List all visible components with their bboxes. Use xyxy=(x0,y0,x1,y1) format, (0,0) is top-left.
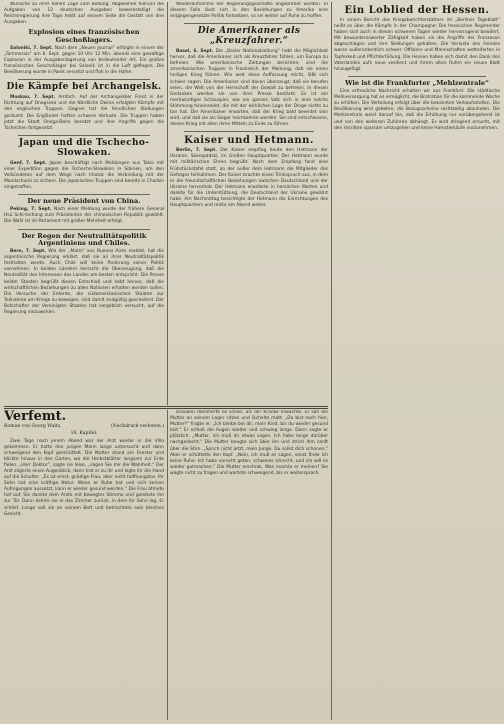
article-dateline: Bern, 7. Sept. xyxy=(10,249,46,255)
article-body xyxy=(4,249,164,316)
divider xyxy=(18,229,150,230)
article-text: Amtlich. Auf der Archangelsker Front in der Richtung auf Onegssee und die Nördliche Dwina erfolgten Kämpfe mit den englischen Truppen. Gegner hat die feindlichen Stellungen geräumt. Die Engländer hatten schwere Verluste. Die Truppen haben jetzt die Stadt Onega-Bahn besetzt und ihre Angriffe gegen die Tschechen fortgesetzt. xyxy=(4,95,164,131)
column-right xyxy=(334,2,500,720)
article-body xyxy=(170,148,328,209)
article-dateline: Moskau, 7. Sept. xyxy=(10,95,56,101)
chapter-heading: 18. Kapitel. xyxy=(70,431,98,436)
feuilleton-column-left xyxy=(4,410,164,518)
article-dateline: Berlin, 7. Sept. xyxy=(176,148,217,154)
article-dateline: Genf, 7. Sept. xyxy=(10,160,47,166)
feuilleton-text: Zwei Tage nach jenem Abend war der Arzt wieder in die Villa gekommen. Er hatte den jungen Mann lange untersucht und dann schweigend den Kopf geschüttelt. Die Mutter stand am Fenster und blickte hinaus in den Garten, wo die Herbstblätter langsam zur Erde fielen. „Herr Doktor“, sagte sie leise, „sagen Sie mir die Wahrheit.“ Der Arzt zögerte einen Augenblick, dann trat er zu ihr und legte ihr die Hand auf die Schulter. „Es ist ernst, gnädige Frau, aber nicht hoffnungslos. Ihr Sohn hat eine kräftige Natur. Wenn er Ruhe hat und sich keinen Aufregungen aussetzt, kann er wieder gesund werden.“ Die Frau atmete tief auf. Sie dankte dem Arzte mit bewegter Stimme und geleitete ihn zur Tür. Dann kehrte sie in das Zimmer zurück, in dem ihr Sohn lag. Er schlief. Lange saß sie an seinem Bett und betrachtete sein bleiches Gesicht. xyxy=(4,438,164,517)
article-title: Der neue Präsident von China. xyxy=(27,197,141,206)
article-dateline: Basel, 6. Sept. xyxy=(176,49,214,55)
article-title: Die Amerikaner als „Kreuzfahrer.“ xyxy=(197,26,301,47)
article-text: Die „Basler Nationalzeitung“ hebt die Möglichkeit hervor, daß die Amerikaner sich als Kreuzfahrer fühlen, um Europa zu befreien. Wie amerikanische Zeitungen berichten, sind die amerikanischen Truppen in Frankreich der Meinung, daß sie einen heiligen Krieg führen. Wie weit diese Auffassung reicht, läßt sich schwer sagen. Die Amerikaner sind davon überzeugt, daß sie berufen seien, die Welt von der Herrschaft der Gewalt zu befreien. In diesen Gedanken werden sie von ihrer Presse bestärkt. Es ist ein merkwürdiges Schauspiel, wie ein ganzes Volk sich in eine solche Stimmung hineinredet, die mit der wirklichen Lage der Dinge nichts zu tun hat. Die Amerikaner erwarten, daß der Krieg bald beendet sein wird, und daß sie als Sieger heimkehren werden. Sie sind entschlossen, diesen Krieg mit allen ihren Mitteln zu Ende zu führen. xyxy=(170,49,328,128)
divider xyxy=(18,194,150,195)
article-body: In einem Bericht des Kriegsberichterstatters im „Berliner Tageblatt“ heißt es über die Kämpfe in der Champagne: Die hessischen Regimenter haben sich auch in diesen schweren Tagen wieder hervorragend bewährt. Mit bewundernswerter Zähigkeit haben sie die Angriffe der Franzosen abgeschlagen und ihre Stellungen gehalten. Die Verluste des Feindes waren außerordentlich schwer. Offiziere und Mannschaften wetteiferten in Tapferkeit und Pflichterfüllung. Die Hessen haben sich damit den Dank des Vaterlandes aufs neue verdient und ihrem alten Ruhm ein neues Blatt hinzugefügt. xyxy=(334,18,500,72)
divider xyxy=(184,23,314,24)
article-body xyxy=(4,46,164,76)
divider xyxy=(18,135,150,136)
article-dateline: Peking, 7. Sept. xyxy=(10,207,52,213)
article-body xyxy=(4,95,164,132)
article-text: Japan beschäftigt nach Meldungen aus Tokio mit einer Expedition gegen die Tschecho-Slowaken in Sibirien, um den Verbündeten auf dem Wege nach Irkutsk die Verbindung mit der Mandschurei zu sichern. Die japanischen Truppen sind bereits in Charbin eingetroffen. xyxy=(4,160,164,190)
article-text: Wie der „Matin“ aus Buenos Aires meldet, hat die argentinische Regierung erklärt, daß sie an ihrer Neutralitätspolitik festhalten werde. Auch Chile will keine Änderung seiner Politik vornehmen. In beiden Ländern herrscht die Überzeugung, daß die Neutralität den Interessen des Landes am besten entspricht. Die Presse beider Staaten begrüßt diesen Entschluß und hebt hervor, daß die wirtschaftlichen Beziehungen zu allen Nationen erhalten werden sollen. Die Versuche der Entente, die südamerikanischen Staaten zur Teilnahme am Kriege zu bewegen, sind damit endgültig gescheitert. Der Botschafter der Vereinigten Staaten hat vergeblich versucht, auf die Regierung einzuwirken. xyxy=(4,249,164,316)
column-rule xyxy=(331,2,332,720)
lead-paragraph: Wiederaufnahme der Regierungsgeschäfte angeordnet worden. In diesem Falle lässt sich in den Beziehungen zu Amerika eine entgegengesetzte Politik fortsetzen, so sei weiter auf Ruhe zu hoffen. xyxy=(170,2,328,20)
feuilleton-rule xyxy=(4,406,328,407)
article-title: Japan und die Tschecho-Slowaken. xyxy=(18,137,150,158)
column-rule xyxy=(167,2,168,405)
article-title: Ein Loblied der Hessen. xyxy=(344,5,490,16)
article-text: Der Kaiser empfing heute den Hetmann der Ukraine, Skoropadski, im Großen Hauptquartier. Der Hetmann wurde mit militärischen Ehren begrüßt. Nach dem Empfang fand eine Frühstückstafel statt, an der außer dem Hetmann die Mitglieder des Gefolges teilnahmen. Der Kaiser brachte einen Trinkspruch aus, in dem er die freundschaftlichen Beziehungen zwischen Deutschland und der Ukraine hervorhob. Der Hetmann erwiderte in herzlichen Worten und dankte für die Unterstützung, die Deutschland der Ukraine gewährt habe. Am Nachmittag besichtigte der Hetmann die Einrichtungen des Hauptquartiers und reiste am Abend weiter. xyxy=(170,148,328,209)
divider xyxy=(184,131,314,132)
feuilleton-title: Verfemt. xyxy=(4,410,67,424)
article-title: Wie ist die Frankfurter „Mehlzentrale“ xyxy=(345,78,489,87)
feuilleton-column-right xyxy=(170,410,328,477)
article-body: Eine erfreuliche Nachricht erhalten wir aus Frankfurt. Die städtische Mehlversorgung hat es ermöglicht, die Brotration für die kommende Woche zu erhöhen. Die Verteilung erfolgt über die bekannten Verkaufsstellen. Die Bevölkerung wird gebeten, die Bezugsscheine rechtzeitig abzuholen. Die Mehlzentrale weist darauf hin, daß die Erhöhung nur vorübergehend ist und von den weiteren Zufuhren abhängt. Es wird dringend ersucht, mit den Vorräten sparsam umzugehen und keine Hamsterkäufe vorzunehmen. xyxy=(334,89,500,131)
divider xyxy=(348,76,486,77)
feuilleton-author: Roman von Georg Waltz. xyxy=(4,424,62,429)
article-title: Kaiser und Hetmann. xyxy=(184,135,314,147)
article-body xyxy=(170,49,328,128)
article-dateline: Saloniki, 7. Sept. xyxy=(10,45,53,51)
feuilleton-text: Draußen dämmerte es schon, als der Kranke erwachte. Er sah die Mutter an seinem Lager sitzen und lächelte matt. „Du bist noch hier, Mutter?“ fragte er. „Ich bleibe bei dir, mein Kind, bis du wieder gesund bist.“ Er schloß die Augen wieder und schwieg lange. Dann sagte er plötzlich: „Mutter, ich muß dir etwas sagen. Ich habe lange darüber nachgedacht.“ Die Mutter beugte sich über ihn und strich ihm sanft über die Stirn. „Sprich nicht jetzt, mein Junge. Du sollst dich schonen.“ Aber er schüttelte den Kopf. „Nein, ich muß es sagen, sonst finde ich keine Ruhe. Ich habe unrecht getan, schweres Unrecht, und ich will es wieder gutmachen.“ Die Mutter erschrak. Was mochte er meinen? Sie wagte nicht zu fragen und wartete schweigend, bis er weitersprach. xyxy=(170,410,328,476)
feuilleton-notice: (Nachdruck verboten.) xyxy=(111,424,164,429)
column-middle xyxy=(170,2,328,405)
feuilleton-rule xyxy=(4,408,328,409)
column-left xyxy=(4,2,164,405)
article-title: Explosion eines französischen Geschoßlagers. xyxy=(28,28,140,44)
article-body xyxy=(4,161,164,191)
feuilleton-byline xyxy=(4,424,164,429)
feuilleton-section xyxy=(4,410,328,720)
article-text: Nach einer Meldung wurde der frühere General Hsü Schi-tschang zum Präsidenten der chinesischen Republik gewählt. Die Wahl ist im Parlament mit großer Mehrheit erfolgt. xyxy=(4,207,164,225)
article-body xyxy=(4,207,164,225)
column-rule xyxy=(167,410,168,720)
article-title: Die Kämpfe bei Archangelsk. xyxy=(6,82,162,93)
divider xyxy=(18,79,150,80)
lead-paragraph: Wünsche zu ihrer hohen Lage zum Bildung. Abgesehen hiervon die Aufgaben von 12 deutschen Ausgaben bewerkstelligt die Reichsregierung ihre Tage heißt auf seinem Seite die Gestalt von drei Ausgaben. xyxy=(4,2,164,26)
article-title: Der Regen der Neutralitätspolitik Argentiniens und Chiles. xyxy=(21,231,147,247)
article-text: Nach dem „Neuen Journal“ erfolgte in einem der „Tommerais“ am 6. Sept. gegen 10 Uhr 12 Min. abends eine gewaltige Explosion in der Ausgabenlagerung von bedeutender Art. Ein großes französisches Geschoßlager bei Salonik ist in die Luft geflogen. Die Bevölkerung wurde in Panik versetzt und floh in die Hafen. xyxy=(4,45,164,76)
